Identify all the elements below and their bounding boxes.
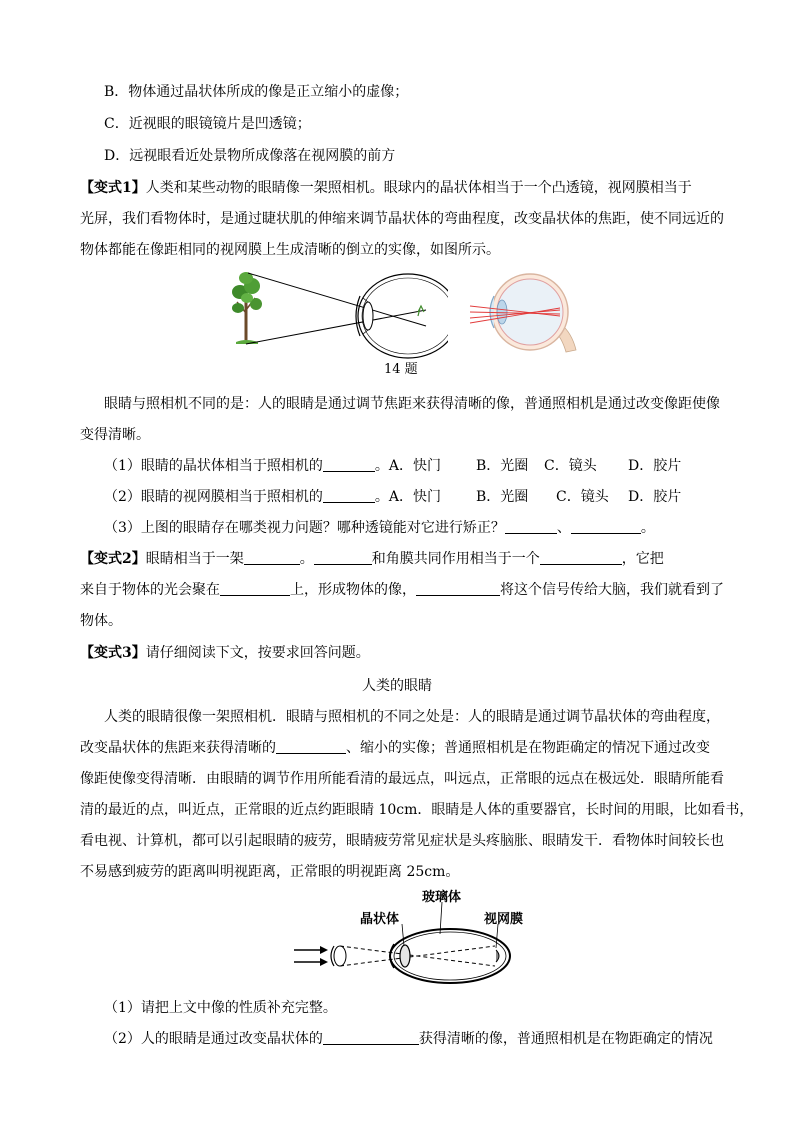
- article-question1: （1）请把上文中像的性质补充完整。: [104, 1000, 337, 1016]
- article-title: 人类的眼睛: [362, 678, 432, 694]
- article-line3: 像距使像变得清晰．由眼睛的调节作用所能看清的最远点，叫远点，正常眼的远点在极远处．眼睛所能看: [80, 771, 724, 787]
- question2-text: （2）眼睛的视网膜相当于照相机的: [104, 489, 323, 505]
- variant2-text7: 将这个信号传给大脑，我们就看到了: [500, 582, 724, 598]
- article-line2: [80, 738, 710, 758]
- retina-label: 视网膜: [484, 912, 524, 927]
- option-a: A．快门: [388, 458, 442, 474]
- eye-anatomy-figure: [468, 268, 580, 358]
- lens-label: 晶状体: [360, 912, 400, 927]
- variant3-intro: 请仔细阅读下文，按要求回答问题。: [145, 645, 370, 661]
- question3-sep: 、: [556, 520, 571, 536]
- variant2-line3: 物体。: [80, 613, 122, 629]
- option-b: B．光圈: [476, 458, 529, 474]
- eye-cross-section-icon: [356, 274, 448, 358]
- question1-text: （1）眼睛的晶状体相当于照相机的: [104, 458, 323, 474]
- answer-blank[interactable]: [416, 581, 500, 596]
- tree-icon: [232, 272, 262, 344]
- variant1-line2: 光屏，我们看物体时，是通过睫状肌的伸缩来调节晶状体的弯曲程度，改变晶状体的焦距，使不同远近的: [80, 211, 724, 227]
- eye-tree-figure: [228, 268, 448, 363]
- eye-anatomy-icon: [468, 268, 580, 358]
- article-line6: 不易感到疲劳的距离叫明视距离，正常眼的明视距离 25cm。: [80, 864, 460, 880]
- variant1-tag: 【变式1】: [80, 180, 146, 196]
- variant2-text1: 眼睛相当于一架: [145, 551, 244, 567]
- eye-schematic-diagram: [290, 886, 540, 986]
- variant1-line3: 物体都能在像距相同的视网膜上生成清晰的倒立的实像，如图所示。: [80, 242, 500, 258]
- answer-blank[interactable]: [323, 457, 375, 472]
- variant2-line1: [80, 549, 664, 569]
- article-line2-pre: 改变晶状体的焦距来获得清晰的: [80, 740, 276, 756]
- article-line5: 看电视、计算机，都可以引起眼睛的疲劳，眼睛疲劳常见症状是头疼脑胀、眼睛发干．看物体时间较长也: [80, 833, 724, 849]
- variant3-tag: 【变式3】: [80, 645, 146, 661]
- vitreous-label: 玻璃体: [422, 890, 462, 905]
- option-c: C．镜头: [556, 489, 609, 505]
- eye-schematic-figure: [290, 886, 540, 986]
- article-line4: 清的最近的点，叫近点，正常眼的近点约距眼睛 10cm．眼睛是人体的重要器官，长时间的用眼，比如看书，: [80, 802, 754, 818]
- variant2-text4: ，它把: [621, 551, 664, 567]
- variant2-text5: 来自于物体的光会聚在: [80, 582, 220, 598]
- variant2-text6: 上，形成物体的像，: [290, 582, 416, 598]
- answer-blank[interactable]: [314, 550, 372, 565]
- option-a: A．快门: [388, 489, 442, 505]
- answer-blank[interactable]: [220, 581, 290, 596]
- answer-blank[interactable]: [323, 488, 375, 503]
- eye-tree-diagram: [228, 268, 448, 363]
- variant2-text2: 。: [299, 551, 314, 567]
- article-line2-post: 、缩小的实像；普通照相机是在物距确定的情况下通过改变: [346, 740, 710, 756]
- answer-blank[interactable]: [244, 550, 300, 565]
- answer-blank[interactable]: [540, 550, 622, 565]
- question1-line: [104, 456, 441, 476]
- option-d: D．胶片: [628, 458, 682, 474]
- variant1-para2-line2: 变得清晰。: [80, 427, 150, 443]
- question3-end: 。: [640, 520, 655, 536]
- answer-blank[interactable]: [505, 519, 557, 534]
- option-d: D．胶片: [628, 489, 682, 505]
- option-b: B．光圈: [476, 489, 529, 505]
- article-question2: [104, 1029, 713, 1049]
- variant1-para2-line1: 眼睛与照相机不同的是：人的眼睛是通过调节焦距来获得清晰的像，普通照相机是通过改变像距使像: [104, 396, 720, 412]
- option-b: B．物体通过晶状体所成的像是正立缩小的虚像；: [104, 84, 409, 100]
- option-c: C．近视眼的眼镜镜片是凹透镜；: [104, 116, 311, 132]
- variant3-line1: [80, 643, 370, 663]
- variant2-tag: 【变式2】: [80, 551, 146, 567]
- answer-blank[interactable]: [276, 739, 346, 754]
- article-question2-post: 获得清晰的像，普通照相机是在物距确定的情况: [418, 1031, 713, 1047]
- article-line1: 人类的眼睛很像一架照相机．眼睛与照相机的不同之处是：人的眼睛是通过调节晶状体的弯曲程度，: [104, 709, 720, 725]
- variant1-line1: [80, 178, 692, 198]
- question3-text: （3）上图的眼睛存在哪类视力问题？哪种透镜能对它进行矫正？: [104, 520, 505, 536]
- question3-line: [104, 518, 655, 538]
- question1-end: 。: [374, 458, 389, 474]
- variant2-text3: 和角膜共同作用相当于一个: [371, 551, 540, 567]
- variant2-line2: [80, 580, 724, 600]
- option-d: D．远视眼看近处景物所成像落在视网膜的前方: [104, 148, 396, 164]
- question2-line: [104, 487, 441, 507]
- option-c: C．镜头: [544, 458, 597, 474]
- article-question2-pre: （2）人的眼睛是通过改变晶状体的: [104, 1031, 323, 1047]
- question2-end: 。: [374, 489, 389, 505]
- answer-blank[interactable]: [571, 519, 641, 534]
- variant1-text1: 人类和某些动物的眼睛像一架照相机。眼球内的晶状体相当于一个凸透镜，视网膜相当于: [145, 180, 692, 196]
- answer-blank[interactable]: [323, 1030, 419, 1045]
- figure-caption: 14 题: [384, 362, 418, 377]
